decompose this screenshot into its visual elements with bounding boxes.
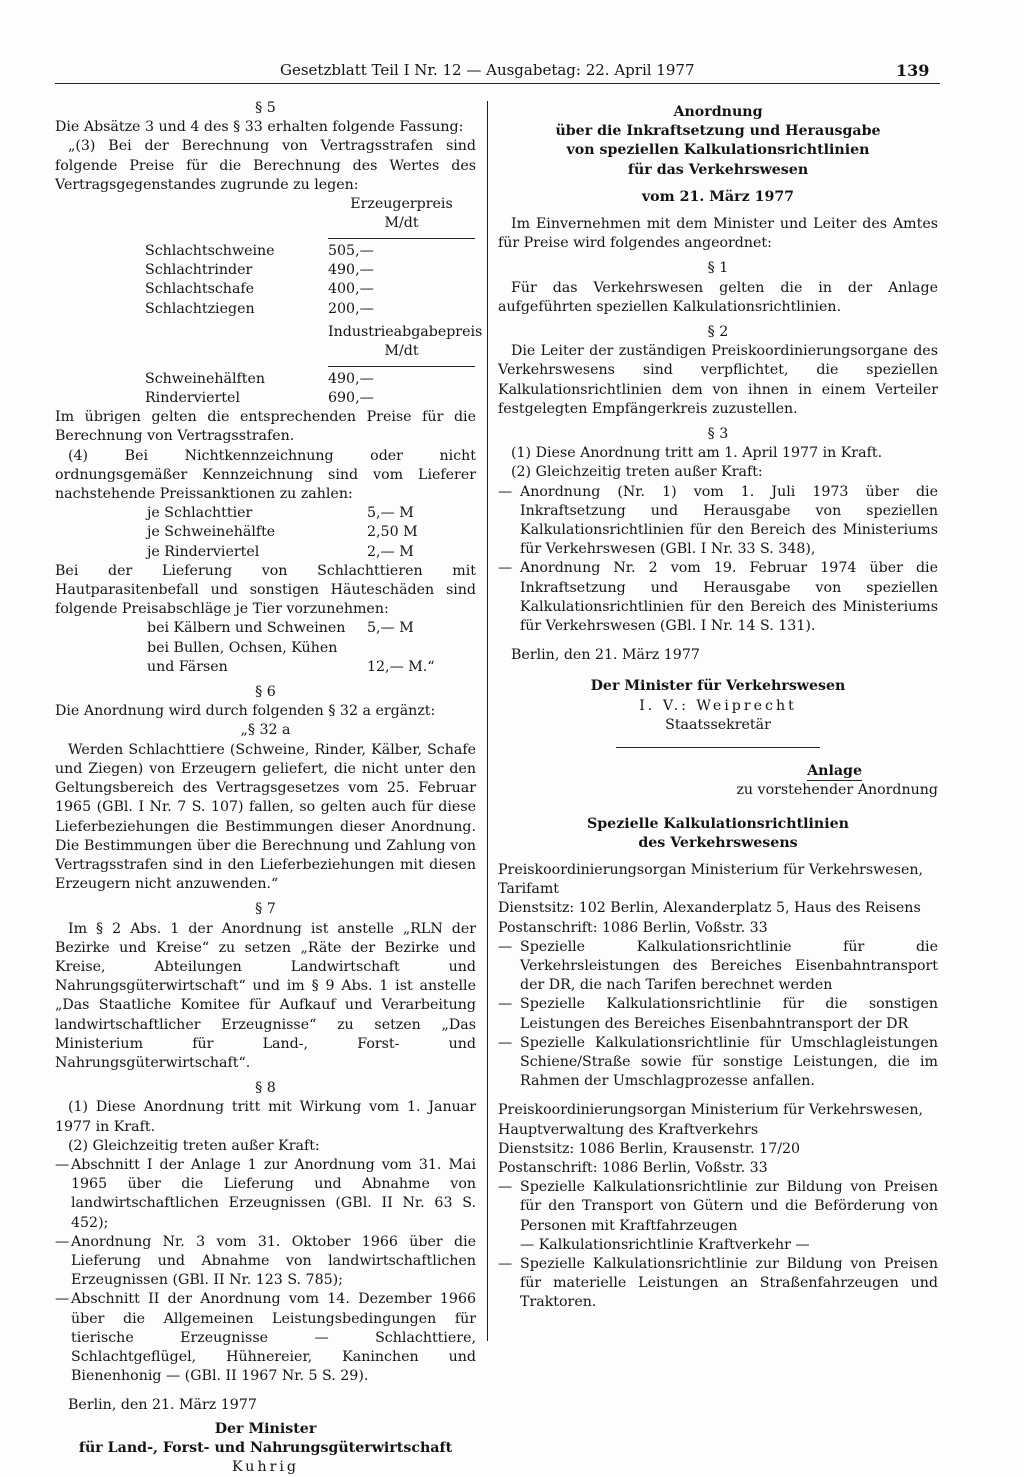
section-3-heading: § 3: [707, 426, 729, 443]
ordinance-title-line: für das Verkehrswesen: [627, 161, 809, 178]
org-name: Preiskoordinierungsorgan Ministerium für Verkehrswesen,: [498, 1102, 924, 1119]
section-5-intro: Die Absätze 3 und 4 des § 33 erhalten folgende Fassung:: [55, 119, 464, 136]
price-table-unit: M/dt: [384, 342, 419, 359]
ordinance-title-line: von speziellen Kalkulationsrichtlinien: [566, 142, 870, 159]
list-item: — Anordnung Nr. 3 vom 31. Oktober 1966 über die Lieferung und Abnahme von landwirtschaftlichen Erzeugnissen (GBl. II Nr. 123 S. 785);: [55, 1233, 476, 1289]
signatory-org-line2: für Land-, Forst- und Nahrungsgüterwirtschaft: [78, 1439, 453, 1456]
ordinance-date: vom 21. März 1977: [641, 188, 795, 205]
section-5-heading: § 5: [255, 100, 276, 116]
separator-rule: [616, 747, 820, 748]
ordinance-title-line: über die Inkraftsetzung und Herausgabe: [555, 123, 881, 140]
section-5-after-table: Im übrigen gelten die entsprechenden Preise für die Berechnung von Vertragsstrafen.: [55, 409, 476, 445]
org-postal-address: Postanschrift: 1086 Berlin, Voßstr. 33: [498, 919, 768, 936]
list-item: bei Kälbern und Schweinen 5,— M: [147, 620, 414, 637]
section-1-text: Für das Verkehrswesen gelten die in der Anlage aufgeführten speziellen Kalkulationsrichtlinien.: [498, 279, 938, 315]
org-name-line2: Hauptverwaltung des Kraftverkehrs: [498, 1121, 759, 1138]
column-divider: [487, 101, 488, 1341]
section-7-text: Im § 2 Abs. 1 der Anordnung ist anstelle „RLN der Bezirke und Kreise“ zu setzen „Räte der Bezirke und Kreise, Abteilungen Landwirtschaft und Nahrungsgüterwirtschaft“ und im § 9 Abs. 1 ist anstelle „Das Staatliche Komitee für Aufkauf und Verarbeitung landwirtschaftlicher Erzeugnisse“ zu setzen „Das Ministerium für Land-, Forst- und Nahrungsgüterwirtschaft“.: [55, 920, 476, 1071]
list-item: je Schlachttier 5,— M: [147, 505, 414, 522]
right-column: [498, 103, 938, 1313]
section-6-heading: § 6: [255, 684, 276, 701]
page-header-title: Gesetzblatt Teil I Nr. 12 — Ausgabetag: 22. April 1977: [280, 61, 695, 79]
table-row: Schlachtschafe 400,—: [145, 281, 374, 298]
signatory-name: Kuhrig: [232, 1459, 299, 1475]
list-item: — Spezielle Kalkulationsrichtlinie für die Verkehrsleistungen des Bereiches Eisenbahntransport der DR, die nach Tarifen berechnet werden: [498, 938, 938, 994]
section-1-heading: § 1: [707, 260, 729, 277]
section-5-para-4: (4) Bei Nichtkennzeichnung oder nicht ordnungsgemäßer Kennzeichnung sind vom Lieferer nachstehende Preissanktionen zu zahlen:: [55, 447, 476, 503]
surcharges-list: [147, 619, 447, 677]
section-8-para-2: (2) Gleichzeitig treten außer Kraft:: [68, 1137, 320, 1154]
list-item: — Abschnitt II der Anordnung vom 14. Dezember 1966 über die Allgemeinen Leistungsbedingungen für tierische Erzeugnisse — Schlachttiere, Schlachtgeflügel, Hühnereier, Kaninchen und Bienenhonig — (GBl. II 1967 Nr. 5 S. 29).: [55, 1291, 476, 1385]
list-item: — Spezielle Kalkulationsrichtlinie für die sonstigen Leistungen des Bereiches Eisenbahntransport der DR: [498, 996, 938, 1032]
org-seat: Dienstsitz: 1086 Berlin, Krausenstr. 17/20: [498, 1140, 801, 1157]
section-3-para-2: (2) Gleichzeitig treten außer Kraft:: [511, 464, 763, 481]
price-table-unit: M/dt: [384, 215, 419, 232]
price-table-producer: [145, 195, 483, 408]
section-2-text: Die Leiter der zuständigen Preiskoordinierungsorgane des Verkehrswesens sind verpflichtet, die speziellen Kalkulationsrichtlinien dem von ihnen in einem Verteiler festgelegten Empfängerkreis zuzustellen.: [498, 343, 938, 417]
section-8-para-1: (1) Diese Anordnung tritt mit Wirkung vom 1. Januar 1977 in Kraft.: [55, 1099, 476, 1135]
org-name: Preiskoordinierungsorgan Ministerium für Verkehrswesen,: [498, 861, 924, 878]
table-row: Schlachtziegen 200,—: [145, 300, 374, 317]
signatory-title: Staatssekretär: [665, 716, 771, 733]
price-table-header: Industrieabgabepreis: [328, 323, 483, 340]
section-32a-text: Werden Schlachttiere (Schweine, Rinder, Kälber, Schafe und Ziegen) von Erzeugern geliefert, die nicht unter den Geltungsbereich des Vertragsgesetzes vom 25. Februar 1965 (GBl. I Nr. 7 S. 107) fallen, so gelten auch für diese Lieferbeziehungen die Bestimmungen dieser Anordnung. Die Bestimmungen über die Berechnung und Zahlung von Vertragsstrafen sind in den Lieferbeziehungen mit diesen Erzeugern nicht anzuwenden.“: [55, 741, 476, 893]
signatory-org: Der Minister: [214, 1420, 317, 1437]
place-date: Berlin, den 21. März 1977: [511, 647, 700, 664]
section-2-heading: § 2: [707, 324, 729, 341]
annex-title-line2: des Verkehrswesens: [638, 834, 798, 851]
list-item: — Anordnung Nr. 2 vom 19. Februar 1974 über die Inkraftsetzung und Herausgabe von speziellen Kalkulationsrichtlinien für den Bereich des Ministeriums für Verkehrswesen (GBl. I Nr. 14 S. 131).: [498, 560, 938, 635]
table-rule: [328, 366, 475, 367]
table-row: Schlachtschweine 505,—: [145, 243, 374, 260]
list-item: — Spezielle Kalkulationsrichtlinie zur Bildung von Preisen für den Transport von Gütern und die Beförderung von Personen mit Kraftfahrzeugen: [498, 1179, 938, 1234]
section-8-heading: § 8: [255, 1080, 276, 1097]
price-table-header: Erzeugerpreis: [350, 196, 453, 213]
list-item: — Abschnitt I der Anlage 1 zur Anordnung vom 31. Mai 1965 über die Lieferung und Abnahme von landwirtschaftlichen Erzeugnissen (GBl. II Nr. 63 S. 452);: [55, 1156, 476, 1231]
section-6-intro: Die Anordnung wird durch folgenden § 32 a ergänzt:: [55, 703, 436, 720]
table-row: Rinderviertel 690,—: [145, 390, 374, 407]
annex-heading: Anlage: [807, 763, 862, 780]
list-item: — Anordnung (Nr. 1) vom 1. Juli 1973 über die Inkraftsetzung und Herausgabe von speziellen Kalkulationsrichtlinien für den Bereich des Ministeriums für Verkehrswesen (GBl. I Nr. 33 S. 348),: [498, 483, 938, 558]
annex-title: Spezielle Kalkulationsrichtlinien: [587, 815, 849, 832]
section-5-para-3: „(3) Bei der Berechnung von Vertragsstrafen sind folgende Preise für die Berechnung des Wertes des Vertragsgegenstandes zugrunde zu legen:: [55, 138, 476, 193]
list-item: je Rinderviertel 2,— M: [147, 543, 414, 560]
left-column: [55, 99, 483, 1477]
table-row: Schlachtrinder 490,—: [145, 262, 374, 279]
org-seat: Dienstsitz: 102 Berlin, Alexanderplatz 5, Haus des Reisens: [498, 900, 921, 917]
table-row: Schweinehälften 490,—: [145, 370, 374, 387]
header-rule: [55, 83, 940, 84]
org-postal-address: Postanschrift: 1086 Berlin, Voßstr. 33: [498, 1159, 768, 1176]
annex-subtitle: zu vorstehender Anordnung: [736, 782, 938, 799]
ordinance-title: Anordnung: [673, 104, 763, 120]
list-item: — Spezielle Kalkulationsrichtlinie für Umschlagleistungen Schiene/Straße sowie für sonstige Leistungen, die im Rahmen der Umschlagprozesse anfallen.: [498, 1034, 938, 1090]
section-5-para-5: Bei der Lieferung von Schlachttieren mit Hautparasitenbefall und sonstigen Häuteschäden sind folgende Preisabschläge je Tier vorzunehmen:: [55, 562, 476, 618]
section-7-heading: § 7: [255, 901, 276, 918]
signatory-org: Der Minister für Verkehrswesen: [590, 678, 846, 695]
list-item: je Schweinehälfte 2,50 M: [147, 524, 418, 541]
signatory-name: I. V.: Weiprecht: [639, 697, 797, 714]
section-32a-heading: „§ 32 a: [240, 722, 291, 739]
page-number: 139: [896, 61, 930, 80]
place-date: Berlin, den 21. März 1977: [68, 1397, 257, 1414]
sanctions-list: [147, 504, 447, 562]
org-name-line2: Tarifamt: [498, 881, 560, 898]
list-item-subtitle: — Kalkulationsrichtlinie Kraftverkehr —: [520, 1236, 810, 1253]
section-3-para-1: (1) Diese Anordnung tritt am 1. April 1977 in Kraft.: [511, 445, 883, 462]
list-item: — Spezielle Kalkulationsrichtlinie zur Bildung von Preisen für materielle Leistungen an Straßenfahrzeugen und Traktoren.: [498, 1255, 938, 1311]
list-item: bei Bullen, Ochsen, Kühen und Färsen 12,— M.“: [147, 639, 435, 675]
ordinance-intro: Im Einvernehmen mit dem Minister und Leiter des Amtes für Preise wird folgendes angeordnet:: [498, 216, 938, 252]
table-rule: [328, 238, 475, 239]
